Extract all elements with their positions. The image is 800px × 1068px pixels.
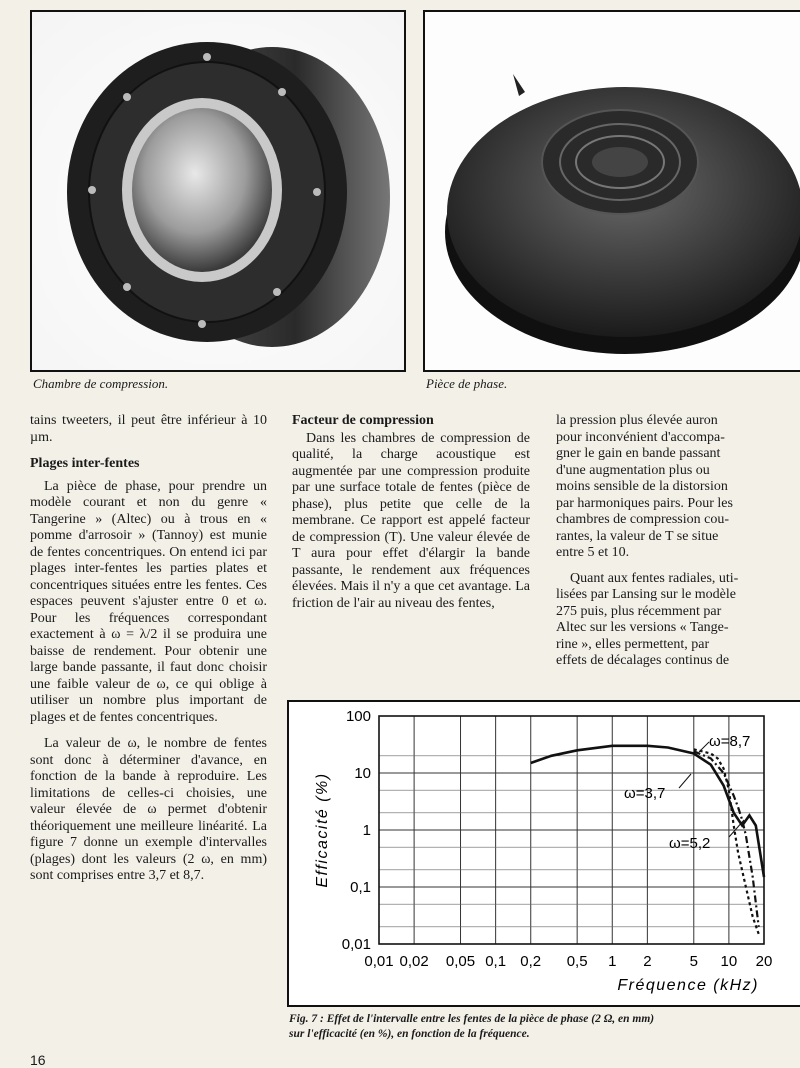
text-line: rine », elles permettent, par: [556, 636, 710, 652]
text-line: pour inconvénient d'accompa-: [556, 429, 725, 445]
text-line: 275 puis, plus récemment par: [556, 603, 722, 619]
annotation-pointer: [729, 820, 744, 837]
y-tick-label: 100: [345, 708, 371, 725]
x-tick-label: 0,02: [399, 953, 429, 970]
x-tick-label: 1: [608, 953, 617, 970]
text-line: moins sensible de la distorsion: [556, 479, 728, 494]
curve-annotation: ω=5,2: [669, 835, 711, 852]
curve-annotation: ω=3,7: [624, 785, 666, 802]
paragraph-plages-2: La valeur de ω, le nombre de fentes sont donc à déterminer d'avance, en fonction de la bande à reproduire. Les limitations de celles-ci choisies, une valeur élevée de ω permet d'obtenir théoriquement une meilleure linéarité. La figure 7 donne un exemple d'intervalles (plages) dont les valeurs (2 ω, en mm) sont comprises entre 3,7 et 8,7.: [30, 736, 267, 883]
curve-annotation: ω=8,7: [709, 733, 751, 750]
compression-chamber-photo: [30, 10, 406, 372]
figure-caption-line-1: Fig. 7 : Effet de l'intervalle entre les fentes de la pièce de phase (2 Ω, en mm): [289, 1013, 655, 1025]
text-column-1: [30, 413, 267, 895]
x-axis-label: Fréquence (kHz): [617, 977, 759, 994]
paragraph-col3-1: [556, 413, 800, 562]
y-tick-label: 0,01: [341, 936, 371, 953]
x-tick-label: 0,01: [364, 953, 394, 970]
x-tick-label: 10: [720, 953, 738, 970]
x-tick-label: 0,5: [566, 953, 588, 970]
paragraph-plages-1: La pièce de phase, pour prendre un modèle courant et non du genre « Tangerine » (Altec) ou à trous en « pomme d'arrosoir » (Tannoy) est munie de fentes concentriques. On entend ici par plages inter-fentes les parties plates et concentriques situées entre les fentes. Ces espaces peuvent s'ajuster entre 0 et ω. Pour les fréquences correspondant exactement à ω = λ/2 il se produira une baisse de rendement. Pour obtenir une large bande passante, il faut donc choisir une faible valeur de ω, ce qui oblige à utiliser un nombre plus important de plages et de fentes concentriques.: [30, 478, 267, 725]
section-heading-plages: Plages inter-fentes: [30, 456, 140, 471]
text-line: la pression plus élevée auron: [556, 413, 718, 428]
text-line: effets de décalages continus de: [556, 653, 730, 668]
paragraph-facteur-1: Dans les chambres de compression de qualité, la charge acoustique est augmentée par une compression produite par une surface totale de fentes (pièce de phase), plus petite que celle de la membrane. Ce rapport est appelé facteur de compression (T). Une valeur élevée de T aura pour effet d'élargir la bande passante, le rendement aux fréquences élevées. Mais il n'y a que cet avantage. La friction de l'air au niveau des fentes,: [292, 430, 530, 611]
text-column-3: [556, 413, 800, 670]
text-line: lisées par Lansing sur le modèle: [556, 587, 737, 602]
paragraph-col3-2: [556, 571, 800, 588]
paragraph-col3-2-rest: [556, 587, 800, 670]
x-tick-label: 0,2: [520, 953, 542, 970]
x-tick-label: 2: [643, 953, 652, 970]
x-tick-label: 5: [689, 953, 698, 970]
section-heading-facteur: Facteur de compression: [292, 413, 434, 428]
figure-7-chart: [287, 700, 800, 1007]
text-line: par harmoniques pairs. Pour les: [556, 495, 733, 511]
text-line: entre 5 et 10.: [556, 545, 630, 560]
y-axis-label: Efficacité (%): [314, 772, 331, 888]
y-tick-label: 0,1: [350, 879, 371, 896]
y-tick-label: 1: [362, 822, 371, 839]
text-line: rantes, la valeur de T se situe: [556, 528, 719, 544]
text-line: chambres de compression cou-: [556, 512, 729, 527]
text-line: d'une augmentation plus ou: [556, 462, 710, 478]
photo-caption-right: Pièce de phase.: [426, 376, 508, 391]
x-tick-label: 0,1: [485, 953, 507, 970]
annotation-pointer: [679, 774, 691, 788]
annotation-pointer: [699, 742, 709, 752]
text-column-2: [292, 413, 530, 622]
paragraph-intro: tains tweeters, il peut être inférieur à 10 µm.: [30, 413, 267, 445]
x-tick-label: 0,05: [445, 953, 476, 970]
x-tick-label: 20: [755, 953, 773, 970]
figure-caption: [289, 1012, 799, 1042]
efficiency-chart: [289, 702, 800, 1005]
page-number: 16: [30, 1052, 46, 1068]
text-line: Quant aux fentes radiales, uti-: [570, 570, 739, 586]
text-line: gner le gain en bande passant: [556, 446, 721, 461]
text-line: Altec sur les versions « Tange-: [556, 620, 729, 635]
y-tick-label: 10: [354, 765, 371, 782]
figure-caption-line-2: sur l'efficacité (en %), en fonction de la fréquence.: [289, 1028, 530, 1040]
photo-caption-left: Chambre de compression.: [33, 376, 169, 391]
phase-plug-photo: [423, 10, 800, 372]
